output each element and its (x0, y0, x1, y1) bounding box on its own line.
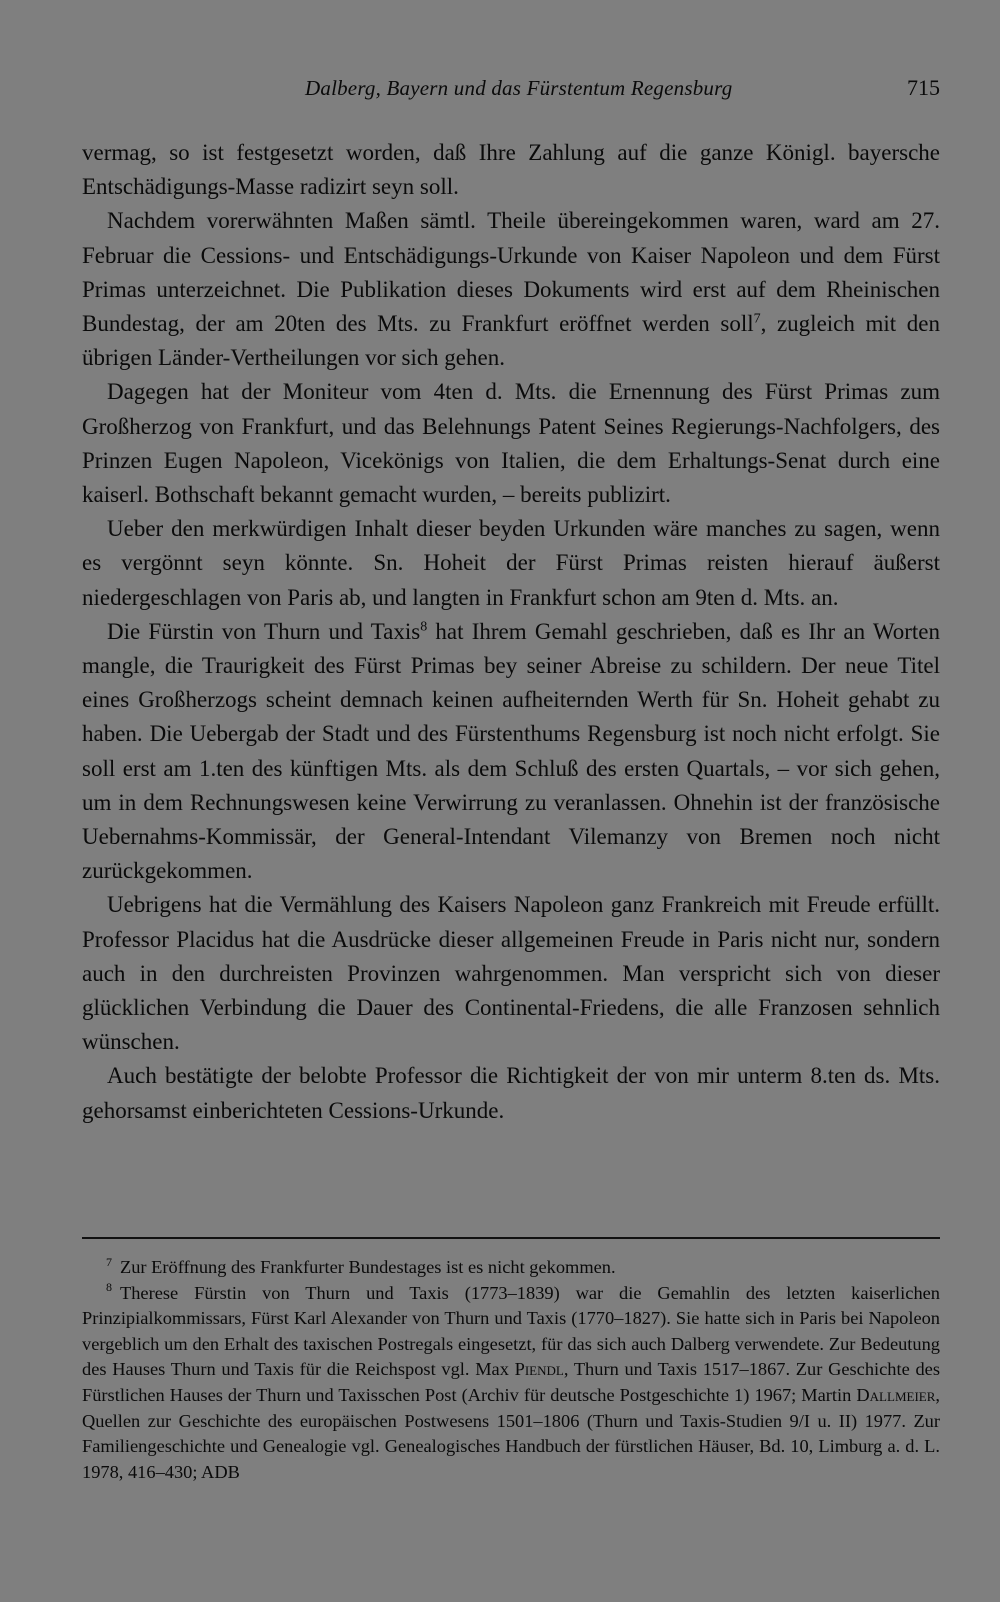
paragraph-7 (82, 1059, 940, 1127)
paragraph-5-text-b: hat Ihrem Gemahl geschrieben, daß es Ihr an Worten mangle, die Traurigkeit des Fürst Primas bey seiner Abreise zu schildern. Der neue Titel eines Großherzogs scheint demnach keinen aufheiternden Werth für Sn. Hoheit gehabt zu haben. Die Uebergab der Stadt und des Fürstenthums Regensburg ist noch nicht erfolgt. Sie soll erst am 1.ten des künftigen Mts. als dem Schluß des ersten Quartals, – vor sich gehen, um in dem Rechnungswesen keine Verwirrung zu veranlassen. Ohnehin ist der französische Uebernahms-Kommissär, der General-Intendant Vilemanzy von Bremen noch nicht zurückgekommen. (82, 618, 940, 884)
paragraph-7-text: Auch bestätigte der belobte Professor die Richtigkeit der von mir unterm 8.ten ds. Mts. gehorsamst einberichteten Cessions-Urkunde. (82, 1063, 940, 1123)
author-piendl: Piendl (514, 1359, 564, 1380)
paragraph-3 (82, 375, 940, 512)
footnote-7-mark: 7 (106, 1254, 112, 1269)
page-number: 715 (907, 75, 940, 100)
footnote-8-mark: 8 (106, 1280, 112, 1295)
paragraph-5-text-a: Die Fürstin von Thurn und Taxis (107, 618, 421, 644)
footnote-8-text-a: Therese Fürstin von Thurn und Taxis (1773–1839) war die Gemahlin des letzten kaiserlichen Prinzipialkommissars, Fürst Karl Alexander von Thurn und Taxis (1770–1827). Sie hatte sich in Paris bei Napoleon vergeblich um den Erhalt des taxischen Postregals eingesetzt, für das sich auch Dalberg verwendete. Zur Bedeutung des Hauses Thurn und Taxis für die Reichspost vgl. Max (82, 1282, 940, 1380)
paragraph-2-text-a: Nachdem vorerwähnten Maßen sämtl. Theile übereingekommen waren, ward am 27. Februar die Cessions- und Entschädigungs-Urkunde von Kaiser Napoleon und dem Fürst Primas unterzeichnet. Die Publikation dieses Dokuments wird erst auf dem Rheinischen Bundestag, der am 20ten des Mts. zu Frankfurt eröffnet werden soll (82, 208, 940, 337)
running-title: Dalberg, Bayern und das Fürstentum Regensburg (305, 76, 733, 100)
page-header (82, 70, 942, 106)
footnote-7 (82, 1255, 940, 1281)
footnote-7-text: Zur Eröffnung des Frankfurter Bundestages ist es nicht gekommen. (120, 1257, 616, 1277)
author-dallmeier: Dallmeier (856, 1384, 936, 1405)
main-text (82, 136, 940, 1128)
paragraph-2-text-b: , zugleich mit den übrigen Länder-Vertheilungen vor sich gehen. (82, 311, 940, 371)
paragraph-1 (82, 136, 940, 204)
paragraph-6 (82, 888, 940, 1059)
footnote-divider (82, 1237, 940, 1239)
footnote-ref-8: 8 (420, 619, 428, 635)
paragraph-1-text: vermag, so ist festgesetzt worden, daß Ihre Zahlung auf die ganze Königl. bayersche Entschädigungs-Masse radizirt seyn soll. (82, 140, 940, 200)
footnotes (82, 1255, 940, 1485)
paragraph-5 (82, 615, 940, 889)
paragraph-3-text: Dagegen hat der Moniteur vom 4ten d. Mts. die Ernennung des Fürst Primas zum Großherzog von Frankfurt, und das Belehnungs Patent Seines Regierungs-Nachfolgers, des Prinzen Eugen Napoleon, Vicekönigs von Italien, die dem Erhaltungs-Senat durch eine kaiserl. Bothschaft bekannt gemacht wurden, – bereits publizirt. (82, 379, 940, 508)
footnote-8 (82, 1281, 940, 1486)
footnote-8-text-c: , Quellen zur Geschichte des europäischen Postwesens 1501–1806 (Thurn und Taxis-Studien 9/I u. II) 1977. Zur Familiengeschichte und Genealogie vgl. Genealogisches Handbuch der fürstlichen Häuser, Bd. 10, Limburg a. d. L. 1978, 416–430; ADB (82, 1384, 940, 1482)
paragraph-4-text: Ueber den merkwürdigen Inhalt dieser beyden Urkunden wäre manches zu sagen, wenn es vergönnt seyn könnte. Sn. Hoheit der Fürst Primas reisten hierauf äußerst niedergeschlagen von Paris ab, und langten in Frankfurt schon am 9ten d. Mts. an. (82, 516, 940, 610)
paragraph-2 (82, 204, 940, 375)
footnote-ref-7: 7 (753, 311, 761, 327)
footnote-8-text-b: , Thurn und Taxis 1517–1867. Zur Geschichte des Fürstlichen Hauses der Thurn und Taxisschen Post (Archiv für deutsche Postgeschichte 1) 1967; Martin (82, 1359, 940, 1405)
paragraph-6-text: Uebrigens hat die Vermählung des Kaisers Napoleon ganz Frankreich mit Freude erfüllt. Professor Placidus hat die Ausdrücke dieser allgemeinen Freude in Paris nicht nur, sondern auch in den durchreisten Provinzen wahrgenommen. Man verspricht sich von dieser glücklichen Verbindung die Dauer des Continental-Friedens, die alle Franzosen sehnlich wünschen. (82, 892, 940, 1055)
paragraph-4 (82, 512, 940, 615)
